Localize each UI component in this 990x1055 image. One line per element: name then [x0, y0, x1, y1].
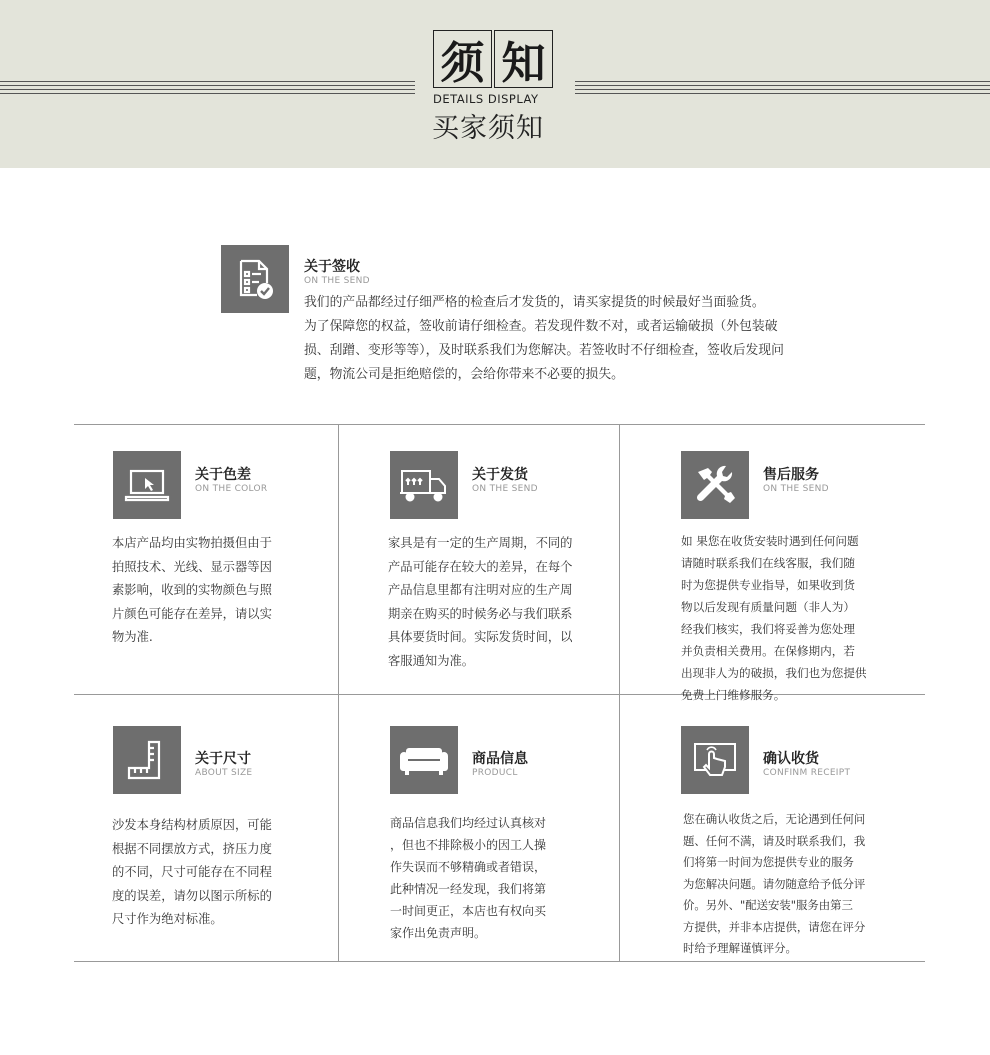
size-subtitle: ABOUT SIZE — [195, 768, 253, 778]
banner-lines-right — [575, 81, 990, 95]
shipping-line: 具体要货时间。实际发货时间，以 — [388, 630, 573, 644]
receipt-line: 损、刮蹭、变形等等），及时联系我们为您解决。若签收时不仔细检查，签收后发现问 — [304, 343, 784, 358]
header-banner — [0, 0, 990, 168]
confirm-line: 为您解决问题。请勿随意给予低分评 — [683, 876, 866, 891]
color-title: 关于色差 — [195, 467, 251, 483]
size-line: 度的误差，请勿以图示所标的 — [112, 888, 272, 903]
shipping-line: 家具是有一定的生产周期，不同的 — [388, 536, 573, 550]
sofa-icon — [390, 726, 458, 794]
color-subtitle: ON THE COLOR — [195, 484, 268, 494]
size-body — [112, 814, 272, 932]
productinfo-line: ，但也不排除极小的因工人操 — [390, 838, 547, 852]
grid-line — [74, 424, 925, 425]
delivery-truck-icon — [390, 451, 458, 519]
aftersales-subtitle: ON THE SEND — [763, 484, 829, 494]
aftersales-line: 物以后发现有质量问题（非人为） — [681, 600, 855, 614]
confirm-line: 方提供，并非本店提供，请您在评分 — [683, 919, 866, 934]
color-line: 素影响，收到的实物颜色与照 — [112, 583, 272, 597]
confirm-line: 题、任何不满，请及时联系我们，我 — [683, 833, 866, 848]
banner-subtitle-cn: 买家须知 — [432, 113, 544, 144]
receipt-title: 关于签收 — [304, 259, 360, 275]
size-line: 根据不同摆放方式，挤压力度 — [112, 841, 272, 856]
confirm-title: 确认收货 — [763, 751, 819, 767]
productinfo-line: 商品信息我们均经过认真核对 — [390, 816, 547, 830]
aftersales-body — [681, 530, 867, 706]
checklist-icon — [221, 245, 289, 313]
laptop-cursor-icon — [113, 451, 181, 519]
size-line: 的不同，尺寸可能存在不同程 — [112, 865, 272, 879]
aftersales-line: 出现非人为的破损，我们也为您提供 — [681, 666, 867, 680]
color-body — [112, 532, 272, 650]
productinfo-body — [390, 812, 546, 944]
receipt-line: 题，物流公司是拒绝赔偿的，会给你带来不必要的损失。 — [304, 367, 624, 382]
receipt-line: 为了保障您的权益，签收前请仔细检查。若发现件数不对，或者运输破损（外包装破 — [304, 319, 778, 334]
shipping-line: 产品信息里都有注明对应的生产周 — [388, 583, 573, 597]
shipping-line: 期亲在购买的时候务必与我们联系 — [388, 606, 573, 621]
color-line: 本店产品均由实物拍摄但由于 — [112, 536, 272, 550]
confirm-subtitle: CONFINM RECEIPT — [763, 768, 851, 778]
confirm-line: 价。另外、"配送安装"服务由第三 — [683, 898, 853, 912]
banner-title — [433, 30, 553, 88]
aftersales-line: 免费上门维修服务。 — [681, 688, 786, 702]
productinfo-line: 作失误而不够精确或者错误， — [390, 860, 547, 874]
confirm-line: 们将第一时间为您提供专业的服务 — [683, 855, 854, 869]
receipt-subtitle: ON THE SEND — [304, 276, 370, 286]
shipping-title: 关于发货 — [472, 467, 528, 483]
size-line: 尺寸作为绝对标准。 — [112, 912, 223, 926]
productinfo-line: 一时间更正，本店也有权向买 — [390, 904, 547, 918]
aftersales-line: 如 果您在收货安装时遇到任何问题 — [681, 534, 859, 548]
touch-hand-icon — [681, 726, 749, 794]
confirm-line: 时给予理解谨慎评分。 — [683, 941, 797, 955]
color-line: 拍照技术、光线、显示器等因 — [112, 559, 272, 574]
productinfo-line: 此种情况一经发现，我们将第 — [390, 882, 547, 896]
grid-line — [619, 424, 620, 961]
productinfo-line: 家作出免责声明。 — [390, 926, 487, 940]
aftersales-line: 并负责相关费用。在保修期内，若 — [681, 644, 855, 658]
size-title: 关于尺寸 — [195, 751, 251, 767]
banner-title-char: 知 — [494, 30, 553, 88]
ruler-icon — [113, 726, 181, 794]
banner-lines-left — [0, 81, 415, 95]
banner-title-char: 须 — [433, 30, 492, 88]
shipping-line: 客服通知为准。 — [388, 653, 475, 668]
aftersales-line: 请随时联系我们在线客服，我们随 — [681, 556, 855, 570]
confirm-line: 您在确认收货之后，无论遇到任何问 — [683, 812, 866, 826]
color-line: 物为准. — [112, 630, 153, 644]
receipt-line: 我们的产品都经过仔细严格的检查后才发货的，请买家提货的时候最好当面验货。 — [304, 295, 765, 310]
aftersales-line: 经我们核实，我们将妥善为您处理 — [681, 622, 855, 636]
grid-line — [74, 961, 925, 962]
shipping-body — [388, 532, 572, 673]
confirm-body — [683, 809, 865, 960]
color-line: 片颜色可能存在差异，请以实 — [112, 606, 272, 621]
tools-icon — [681, 451, 749, 519]
shipping-subtitle: ON THE SEND — [472, 484, 538, 494]
aftersales-title: 售后服务 — [763, 467, 819, 483]
grid-line — [338, 424, 339, 961]
banner-subtitle-en: DETAILS DISPLAY — [433, 92, 539, 106]
size-line: 沙发本身结构材质原因，可能 — [112, 818, 272, 832]
aftersales-line: 时为您提供专业指导，如果收到货 — [681, 578, 855, 592]
productinfo-title: 商品信息 — [472, 751, 528, 767]
productinfo-subtitle: PRODUCL — [472, 768, 518, 778]
shipping-line: 产品可能存在较大的差异，在每个 — [388, 559, 573, 574]
